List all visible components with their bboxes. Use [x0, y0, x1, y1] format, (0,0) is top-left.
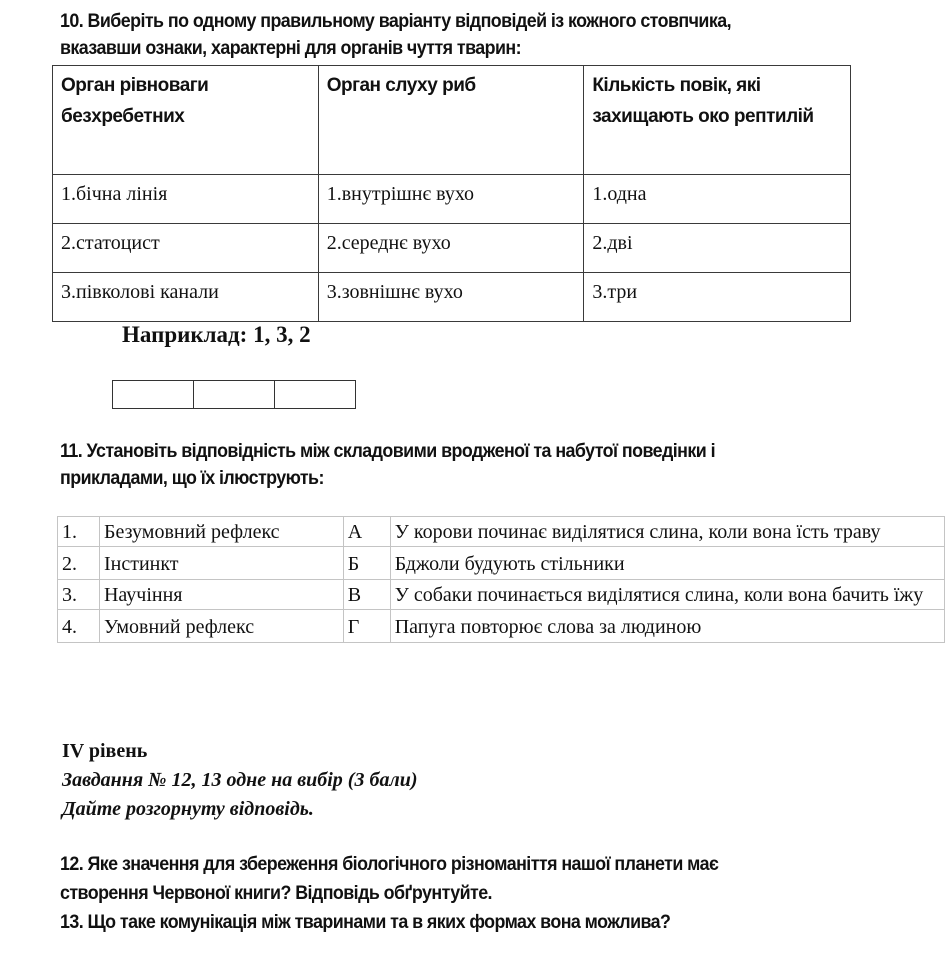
example-letter: Б — [343, 547, 390, 580]
question-13: 13. Що таке комунікація між тваринами та в яких формах вона можлива? — [60, 912, 671, 933]
header-eyelids-count: Кількість повік, які захищають око рептилій — [584, 66, 851, 175]
behavior-matching-table — [57, 516, 945, 643]
question-10-title-line2: вказавши ознаки, характерні для органів чуття тварин: — [60, 38, 522, 59]
behavior-example: Бджоли будують стільники — [390, 547, 944, 580]
example-answer: Наприклад: 1, 3, 2 — [122, 322, 311, 347]
behavior-example: У корови починає виділятися слина, коли вона їсть траву — [390, 517, 944, 547]
table-row — [53, 273, 851, 322]
table-row — [58, 580, 945, 610]
question-12-line2: створення Червоної книги? Відповідь обґрунтуйте. — [60, 883, 492, 904]
level-instructions: Завдання № 12, 13 одне на вибір (3 бали) — [62, 769, 418, 791]
row-number: 3. — [58, 580, 100, 610]
question-11-title-line2: прикладами, що їх ілюструють: — [60, 468, 324, 489]
behavior-term: Інстинкт — [99, 547, 343, 580]
table-cell: 1.внутрішнє вухо — [318, 175, 584, 224]
level-section — [62, 737, 418, 824]
question-10-title — [60, 8, 731, 62]
row-number: 4. — [58, 610, 100, 643]
answer-box-2[interactable] — [194, 381, 275, 408]
answer-box-3[interactable] — [275, 381, 355, 408]
question-11-title-line1: 11. Установіть відповідність між складовими вродженої та набутої поведінки і — [60, 441, 715, 462]
level-note: Дайте розгорнуту відповідь. — [62, 798, 314, 820]
example-letter: А — [343, 517, 390, 547]
table-cell: 3.три — [584, 273, 851, 322]
behavior-example: Папуга повторює слова за людиною — [390, 610, 944, 643]
table-row — [58, 517, 945, 547]
table-cell: 3.півколові канали — [53, 273, 319, 322]
table-row — [53, 175, 851, 224]
table-row — [58, 547, 945, 580]
table-cell: 1.одна — [584, 175, 851, 224]
table-row — [53, 224, 851, 273]
table-cell: 2.статоцист — [53, 224, 319, 273]
question-11-title — [60, 438, 715, 492]
answer-boxes — [112, 380, 356, 409]
behavior-term: Безумовний рефлекс — [99, 517, 343, 547]
header-balance-organ: Орган рівноваги безхребетних — [53, 66, 319, 175]
questions-12-13 — [60, 850, 718, 937]
example-letter: В — [343, 580, 390, 610]
example-letter: Г — [343, 610, 390, 643]
header-fish-hearing: Орган слуху риб — [318, 66, 584, 175]
table-cell: 3.зовнішнє вухо — [318, 273, 584, 322]
sense-organs-table — [52, 65, 851, 322]
table-cell: 2.дві — [584, 224, 851, 273]
behavior-term: Умовний рефлекс — [99, 610, 343, 643]
question-10-title-line1: 10. Виберіть по одному правильному варіанту відповідей із кожного стовпчика, — [60, 11, 731, 32]
behavior-term: Научіння — [99, 580, 343, 610]
answer-box-1[interactable] — [113, 381, 194, 408]
row-number: 2. — [58, 547, 100, 580]
table-header-row — [53, 66, 851, 175]
table-cell: 1.бічна лінія — [53, 175, 319, 224]
behavior-example: У собаки починається виділятися слина, коли вона бачить їжу — [390, 580, 944, 610]
row-number: 1. — [58, 517, 100, 547]
table-row — [58, 610, 945, 643]
level-title: IV рівень — [62, 740, 148, 762]
table-cell: 2.середнє вухо — [318, 224, 584, 273]
question-12-line1: 12. Яке значення для збереження біологічного різноманіття нашої планети має — [60, 854, 719, 875]
